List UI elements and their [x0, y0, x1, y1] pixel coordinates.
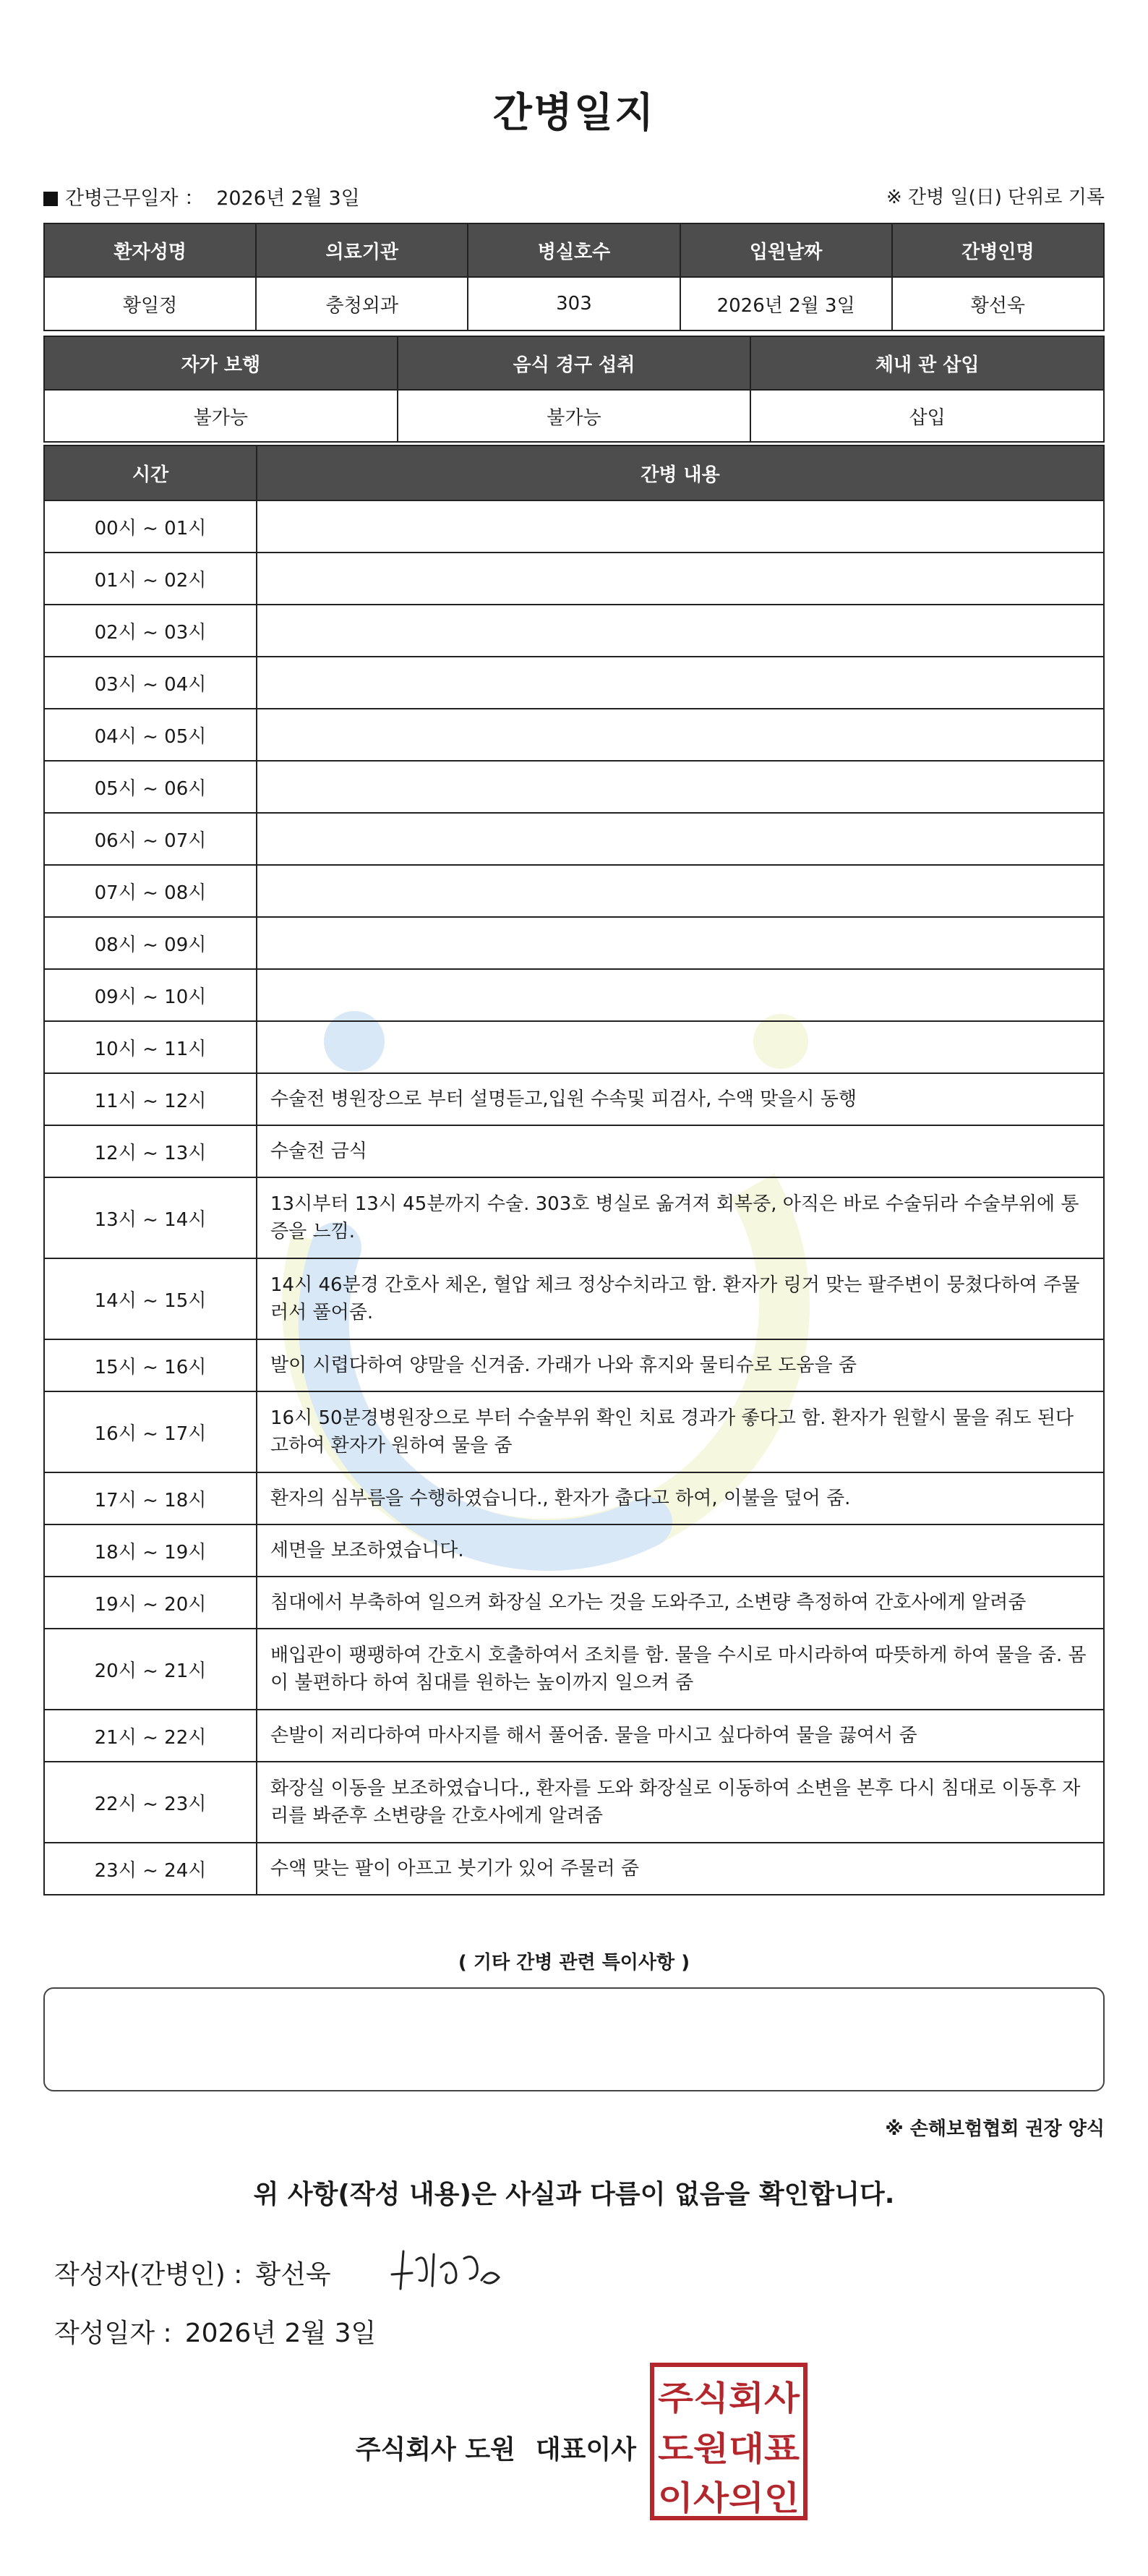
log-content: 수술전 금식	[257, 1125, 1104, 1177]
log-content	[257, 813, 1104, 865]
log-content	[257, 605, 1104, 657]
log-content	[257, 500, 1104, 553]
special-notes-content	[45, 1989, 1103, 2018]
log-content: 14시 46분경 간호사 체온, 혈압 체크 정상수치라고 함. 환자가 링거 맞는 팔주변이 뭉쳤다하여 주물러서 풀어줌.	[257, 1258, 1104, 1339]
svg-text:이사의인: 이사의인	[658, 2478, 800, 2517]
status-header-walking: 자가 보행	[44, 336, 398, 390]
log-time: 07시 ~ 08시	[44, 865, 257, 917]
author-line	[54, 2254, 331, 2291]
log-row	[44, 709, 1104, 761]
log-time: 03시 ~ 04시	[44, 657, 257, 709]
log-time: 05시 ~ 06시	[44, 761, 257, 813]
log-content	[257, 761, 1104, 813]
written-date-value: 2026년 2월 3일	[184, 2319, 377, 2348]
log-content	[257, 1021, 1104, 1073]
log-time: 10시 ~ 11시	[44, 1021, 257, 1073]
patient-info-table	[43, 223, 1105, 331]
patient-status-table	[43, 336, 1105, 443]
log-content: 환자의 심부름을 수행하였습니다., 환자가 춥다고 하여, 이불을 덮어 줌.	[257, 1472, 1104, 1524]
log-row	[44, 1472, 1104, 1524]
work-date-line	[43, 182, 360, 210]
log-row	[44, 553, 1104, 605]
log-time: 01시 ~ 02시	[44, 553, 257, 605]
log-time: 22시 ~ 23시	[44, 1762, 257, 1843]
written-date-label: 작성일자 :	[54, 2319, 172, 2348]
hospital-name: 충청외과	[256, 277, 468, 330]
written-date-line	[54, 2313, 376, 2350]
log-content	[257, 865, 1104, 917]
log-time: 15시 ~ 16시	[44, 1339, 257, 1391]
info-header-row	[44, 223, 1104, 277]
status-header-oral-intake: 음식 경구 섭취	[398, 336, 751, 390]
info-header-patient-name: 환자성명	[44, 223, 256, 277]
log-time: 13시 ~ 14시	[44, 1177, 257, 1258]
special-notes-title: ( 기타 간병 관련 특이사항 )	[458, 1952, 690, 1974]
status-header-tube: 체내 관 삽입	[750, 336, 1104, 390]
log-time: 17시 ~ 18시	[44, 1472, 257, 1524]
log-content: 수액 맞는 팔이 아프고 붓기가 있어 주물러 줌	[257, 1843, 1104, 1895]
log-time: 19시 ~ 20시	[44, 1577, 257, 1629]
log-content	[257, 553, 1104, 605]
log-time: 04시 ~ 05시	[44, 709, 257, 761]
log-header-row	[44, 445, 1104, 500]
log-content	[257, 917, 1104, 969]
work-date-label: 간병근무일자 ：	[65, 187, 205, 210]
log-content	[257, 657, 1104, 709]
log-content: 발이 시렵다하여 양말을 신겨줌. 가래가 나와 휴지와 물티슈로 도움을 줌	[257, 1339, 1104, 1391]
author-name: 황선욱	[255, 2260, 331, 2290]
log-row	[44, 1021, 1104, 1073]
log-row	[44, 761, 1104, 813]
info-header-caregiver: 간병인명	[892, 223, 1104, 277]
status-walking: 불가능	[44, 390, 398, 442]
log-header-time: 시간	[44, 445, 257, 500]
caregiver-name: 황선욱	[892, 277, 1104, 330]
log-content: 13시부터 13시 45분까지 수술. 303호 병실로 옮겨져 회복중, 아직은 바로 수술뒤라 수술부위에 통증을 느낌.	[257, 1177, 1104, 1258]
svg-text:주식회사: 주식회사	[658, 2379, 800, 2418]
info-header-room: 병실호수	[468, 223, 680, 277]
log-time: 16시 ~ 17시	[44, 1391, 257, 1472]
room-number: 303	[468, 277, 680, 330]
log-row	[44, 1710, 1104, 1762]
log-row	[44, 1391, 1104, 1472]
page-title: 간병일지	[492, 90, 656, 137]
log-row	[44, 1524, 1104, 1577]
log-time: 08시 ~ 09시	[44, 917, 257, 969]
log-time: 14시 ~ 15시	[44, 1258, 257, 1339]
log-row	[44, 1629, 1104, 1710]
log-row	[44, 1843, 1104, 1895]
log-time: 23시 ~ 24시	[44, 1843, 257, 1895]
company-seal-icon	[648, 2360, 810, 2522]
log-row	[44, 657, 1104, 709]
log-content: 손발이 저리다하여 마사지를 해서 풀어줌. 물을 마시고 싶다하여 물을 끓여서 줌	[257, 1710, 1104, 1762]
log-row	[44, 917, 1104, 969]
patient-name: 황일정	[44, 277, 256, 330]
log-content: 세면을 보조하였습니다.	[257, 1524, 1104, 1577]
log-row	[44, 1073, 1104, 1125]
log-row	[44, 1339, 1104, 1391]
log-row	[44, 1125, 1104, 1177]
status-value-row	[44, 390, 1104, 442]
work-date-value: 2026년 2월 3일	[216, 187, 360, 210]
info-header-hospital: 의료기관	[256, 223, 468, 277]
log-content: 수술전 병원장으로 부터 설명듣고,입원 수속및 피검사, 수액 맞을시 동행	[257, 1073, 1104, 1125]
info-value-row	[44, 277, 1104, 330]
status-oral-intake: 불가능	[398, 390, 751, 442]
log-row	[44, 605, 1104, 657]
unit-note: ※ 간병 일(日) 단위로 기록	[886, 187, 1105, 208]
log-time: 09시 ~ 10시	[44, 969, 257, 1021]
log-time: 12시 ~ 13시	[44, 1125, 257, 1177]
log-time: 06시 ~ 07시	[44, 813, 257, 865]
log-time: 18시 ~ 19시	[44, 1524, 257, 1577]
log-row	[44, 969, 1104, 1021]
confirmation-statement: 위 사항(작성 내용)은 사실과 다름이 없음을 확인합니다.	[253, 2180, 895, 2209]
log-time: 00시 ~ 01시	[44, 500, 257, 553]
log-time: 02시 ~ 03시	[44, 605, 257, 657]
company-line	[0, 2429, 636, 2466]
info-header-admission-date: 입원날짜	[680, 223, 892, 277]
log-time: 11시 ~ 12시	[44, 1073, 257, 1125]
company-role: 대표이사	[535, 2435, 636, 2465]
status-header-row	[44, 336, 1104, 390]
log-content: 배입관이 팽팽하여 간호시 호출하여서 조치를 함. 물을 수시로 마시라하여 따뜻하게 하여 물을 줌. 몸이 불편하다 하여 침대를 원하는 높이까지 일으켜 줌	[257, 1629, 1104, 1710]
log-header-content: 간병 내용	[257, 445, 1104, 500]
log-content	[257, 969, 1104, 1021]
status-tube: 삽입	[750, 390, 1104, 442]
signature-icon	[383, 2238, 506, 2296]
log-content	[257, 709, 1104, 761]
log-row	[44, 1577, 1104, 1629]
svg-text:도원대표: 도원대표	[658, 2429, 800, 2468]
log-content: 침대에서 부축하여 일으켜 화장실 오가는 것을 도와주고, 소변량 측정하여 간호사에게 알려줌	[257, 1577, 1104, 1629]
special-notes-box	[43, 1987, 1105, 2091]
log-row	[44, 865, 1104, 917]
log-content: 화장실 이동을 보조하였습니다., 환자를 도와 화장실로 이동하여 소변을 본후 다시 침대로 이동후 자리를 봐준후 소변량을 간호사에게 알려줌	[257, 1762, 1104, 1843]
log-row	[44, 500, 1104, 553]
square-bullet-icon	[43, 192, 58, 206]
log-time: 20시 ~ 21시	[44, 1629, 257, 1710]
recommend-note: ※ 손해보험협회 권장 양식	[885, 2118, 1105, 2140]
log-row	[44, 813, 1104, 865]
admission-date: 2026년 2월 3일	[680, 277, 892, 330]
author-label: 작성자(간병인) :	[54, 2260, 243, 2290]
log-row	[44, 1258, 1104, 1339]
log-row	[44, 1762, 1104, 1843]
care-log-table	[43, 445, 1105, 1895]
log-content: 16시 50분경병원장으로 부터 수술부위 확인 치료 경과가 좋다고 함. 환자가 원할시 물을 줘도 된다고하여 환자가 원하여 물을 줌	[257, 1391, 1104, 1472]
log-time: 21시 ~ 22시	[44, 1710, 257, 1762]
company-name: 주식회사 도원	[355, 2435, 515, 2465]
log-row	[44, 1177, 1104, 1258]
